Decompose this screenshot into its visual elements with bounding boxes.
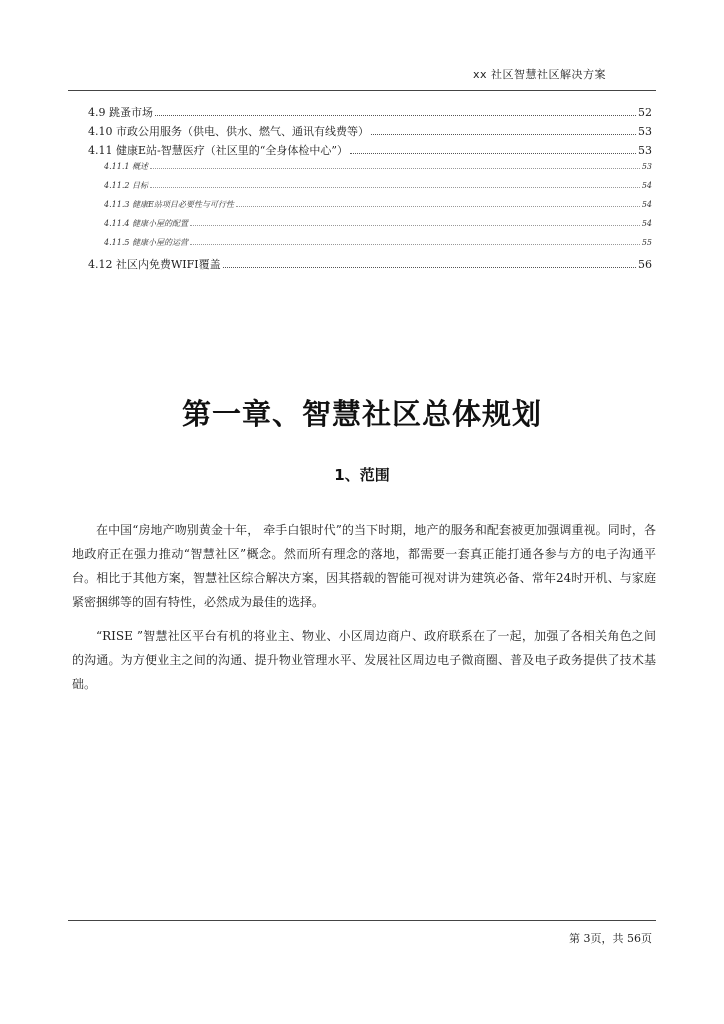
toc-subentry[interactable] [88, 218, 652, 237]
toc-entry[interactable] [88, 104, 652, 123]
toc-dot-leader [236, 205, 640, 207]
toc-entry-label: 4.11.1 概述 [104, 162, 148, 171]
toc-dot-leader [150, 167, 640, 169]
toc-entry-page: 54 [641, 200, 652, 209]
body-paragraph: 在中国“房地产吻别黄金十年， 牵手白银时代”的当下时期，地产的服务和配套被更加强调重视。同时，各地政府正在强力推动“智慧社区”概念。然而所有理念的落地，都需要一套真正能打通各参与方的电子沟通平台。相比于其他方案，智慧社区综合解决方案，因其搭载的智能可视对讲为建筑必备、常年24时开机、与家庭紧密捆绑等的固有特性，必然成为最佳的选择。 [72, 523, 656, 609]
toc-dot-leader [150, 186, 640, 188]
header-divider [68, 90, 656, 91]
toc-dot-leader [190, 243, 640, 245]
toc-subentry[interactable] [88, 161, 652, 180]
header-title: xx 社区智慧社区解决方案 [472, 68, 606, 81]
toc-entry-page: 54 [641, 181, 652, 190]
toc-dot-leader [223, 266, 636, 268]
toc-entry-page: 52 [638, 106, 652, 119]
toc-subentry[interactable] [88, 199, 652, 218]
toc-entry-label: 4.11 健康E站-智慧医疗（社区里的“全身体检中心”） [88, 144, 348, 157]
toc-subentry[interactable] [88, 180, 652, 199]
toc-entry-page: 53 [638, 125, 652, 138]
toc-entry[interactable] [88, 123, 652, 142]
toc-entry-page: 55 [641, 238, 652, 247]
toc-entry-label: 4.12 社区内免费WIFI覆盖 [88, 258, 221, 271]
toc-entry[interactable] [88, 142, 652, 161]
chapter-title: 第一章、智慧社区总体规划 [181, 397, 542, 431]
toc-entry-page: 53 [638, 144, 652, 157]
toc-entry-page: 54 [641, 219, 652, 228]
page-number: 第 3页，共 56页 [569, 932, 652, 945]
toc-entry-label: 4.11.4 健康小屋的配置 [104, 219, 188, 228]
toc-entry-label: 4.9 跳蚤市场 [88, 106, 153, 119]
body-paragraph: “RISE ”智慧社区平台有机的将业主、物业、小区周边商户、政府联系在了一起，加强了各相关角色之间的沟通。为方便业主之间的沟通、提升物业管理水平、发展社区周边电子微商圈、普及电子政务提供了技术基础。 [72, 629, 656, 691]
section-title: 1、范围 [334, 466, 390, 484]
footer-divider [68, 920, 656, 921]
toc-entry-label: 4.11.5 健康小屋的运营 [104, 238, 188, 247]
toc-subentry[interactable] [88, 237, 652, 256]
toc-entry-label: 4.10 市政公用服务（供电、供水、燃气、通讯有线费等） [88, 125, 369, 138]
table-of-contents [88, 104, 652, 275]
toc-dot-leader [371, 133, 636, 135]
toc-dot-leader [155, 114, 636, 116]
toc-dot-leader [350, 152, 636, 154]
toc-entry-label: 4.11.2 目标 [104, 181, 148, 190]
toc-dot-leader [190, 224, 640, 226]
toc-entry-page: 56 [638, 258, 652, 271]
toc-entry-page: 53 [641, 162, 652, 171]
toc-entry[interactable] [88, 256, 652, 275]
toc-entry-label: 4.11.3 健康E站项目必要性与可行性 [104, 200, 234, 209]
